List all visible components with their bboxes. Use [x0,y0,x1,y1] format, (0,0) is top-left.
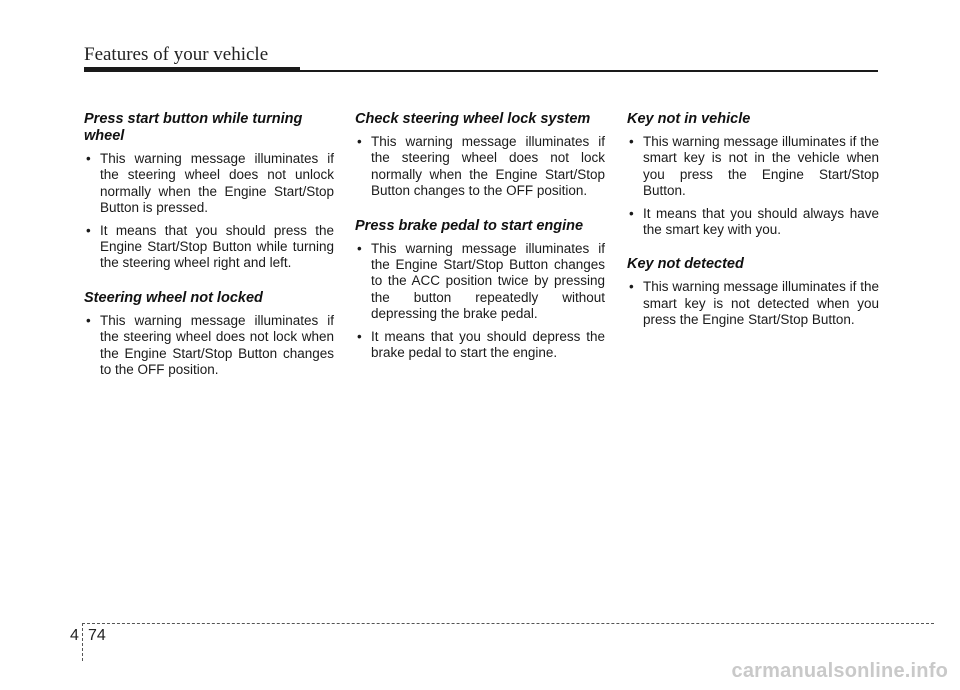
bullet-item: • This warning message illuminates if the steering wheel does not lock normally when the Engine Start/Stop Button changes to the OFF position. [355,134,605,200]
section-title: Key not in vehicle [627,111,751,127]
section-title: Press brake pedal to start engine [355,217,584,234]
bullet-item: • This warning message illuminates if the smart key is not in the vehicle when you press the Engine Start/Stop Button. [627,134,879,200]
section-key-not-in-vehicle [627,111,879,238]
bullet-item: • This warning message illuminates if the steering wheel does not lock when the Engine Start/Stop Button changes to the OFF position. [84,313,334,379]
footer-dashed-line [82,623,934,624]
bullet-item: • This warning message illuminates if the Engine Start/Stop Button changes to the ACC position twice by pressing the button repeatedly without depressing the brake pedal. [355,241,605,323]
section-check-steering-wheel-lock [355,111,605,200]
page-header-title: Features of your vehicle [84,44,269,65]
bullet-list [84,151,334,272]
section-title: Key not detected [627,256,744,273]
page-number-divider [82,623,83,661]
chapter-number: 4 [70,627,79,644]
header-rule-thin [300,70,878,72]
bullet-item: • This warning message illuminates if the smart key is not detected when you press the Engine Start/Stop Button. [627,279,879,328]
section-key-not-detected [627,256,879,328]
column-1 [84,111,334,396]
bullet-list [627,279,879,328]
section-title: Steering wheel not locked [84,289,263,306]
bullet-list [355,134,605,200]
column-3 [627,111,879,347]
section-steering-wheel-not-locked [84,290,334,379]
bullet-item: • It means that you should depress the brake pedal to start the engine. [355,329,605,362]
watermark-text: carmanualsonline.info [731,660,948,682]
header-rule-thick [84,67,300,72]
bullet-item: • It means that you should press the Engine Start/Stop Button while turning the steering wheel right and left. [84,223,334,272]
bullet-item: • It means that you should always have the smart key with you. [627,206,879,239]
page-number-value: 74 [88,627,106,644]
section-title: Press start button while turning wheel [84,111,303,144]
column-2 [355,111,605,379]
bullet-list [627,134,879,238]
section-press-brake-pedal [355,218,605,362]
bullet-item: • This warning message illuminates if the steering wheel does not unlock normally when the Engine Start/Stop Button is pressed. [84,151,334,217]
section-title: Check steering wheel lock system [355,111,591,127]
bullet-list [355,241,605,362]
section-press-start-button [84,111,334,272]
bullet-list [84,313,334,379]
